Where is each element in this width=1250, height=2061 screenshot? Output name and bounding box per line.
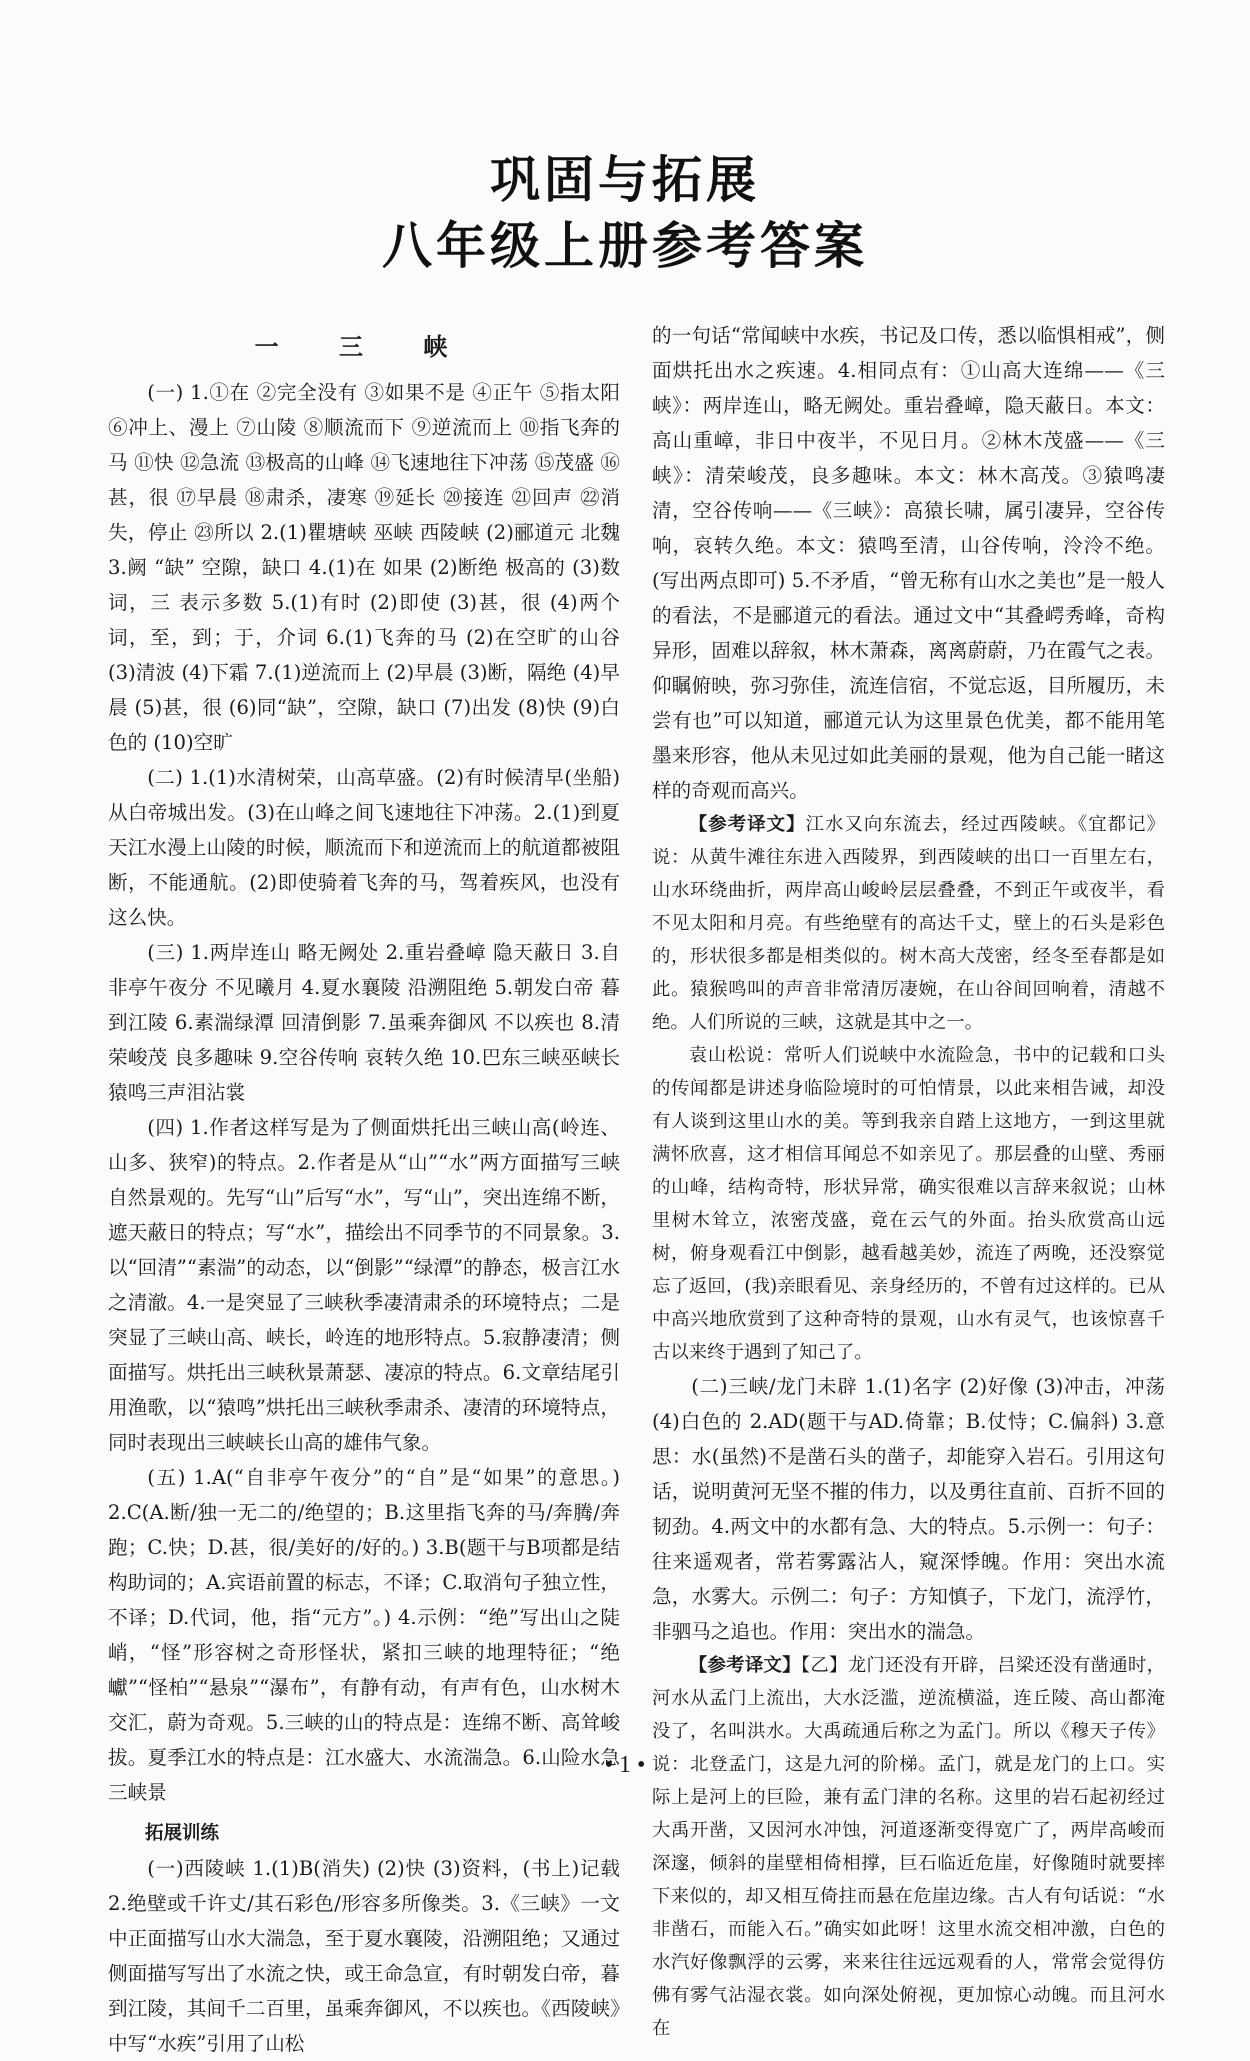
- translation-text: 【乙】龙门还没有开辟，吕梁还没有凿通时，河水从孟门上流出，大水泛滥，逆流横溢，连丘陵、高山都淹没了，名叫洪水。大禹疏通后称之为孟门。所以《穆天子传》说：北登孟门，这是九河的阶梯。孟门，就是龙门的上口。实际上是河上的巨险，兼有孟门津的名称。这里的岩石起初经过大禹开凿，又因河水冲蚀，河道逐渐变得宽广了，两岸高峻而深邃，倾斜的崖壁相倚相撑，巨石临近危崖，好像随时就要摔下来似的，却又相互倚拄而悬在危崖边缘。古人有句话说：“水非凿石，而能入石。”确实如此呀！这里水流交相冲激，白色的水汽好像飘浮的云雾，来来往往远远观看的人，常常会觉得仿佛有雾气沾湿衣裳。如向深处俯视，更加惊心动魄。而且河水在: [652, 1655, 1165, 2039]
- translation-label: 【参考译文】: [688, 1655, 801, 1676]
- book-title: 巩固与拓展: [490, 151, 760, 209]
- right-column: [652, 318, 1165, 2039]
- translation-2: [652, 1649, 1165, 2045]
- extension-part-2: (二)三峡/龙门未辟 1.(1)名字 (2)好像 (3)冲击，冲荡 (4)白色的 2.AD(题干与AD.倚靠；B.仗恃；C.偏斜) 3.意思：水(虽然)不是凿石头的凿子，却能穿入岩石。引用这句话，说明黄河无坚不摧的伟力，以及勇往直前、百折不回的韧劲。4.两文中的水都有急、大的特点。5.示例一：句子：往来遥观者，常若雾露沾人，窥深悸魄。作用：突出水流急，水雾大。示例二：句子：方知慎子，下龙门，流浮竹，非驷马之追也。作用：突出水的湍急。: [652, 1375, 1165, 1643]
- extension-part-1: (一)西陵峡 1.(1)B(消失) (2)快 (3)资料，(书上)记载 2.绝壁或千许丈/其石彩色/形容多所像类。3.《三峡》一文中正面描写山水大湍急，至于夏水襄陵，沿溯阻绝；又通过侧面描写写出了水流之快，或王命急宣，有时朝发白帝，暮到江陵，其间千二百里，虽乘奔御风，不以疾也。《西陵峡》中写“水疾”引用了山松: [108, 1857, 620, 2055]
- answer-part-3: (三) 1.两岸连山 略无阙处 2.重岩叠嶂 隐天蔽日 3.自非亭午夜分 不见曦月 4.夏水襄陵 沿溯阻绝 5.朝发白帝 暮到江陵 6.素湍绿潭 回清倒影 7.虽乘奔御风 不以疾也 8.清荣峻茂 良多趣味 9.空谷传响 哀转久绝 10.巴东三峡巫峡长 猿鸣三声泪沾裳: [108, 941, 620, 1104]
- extension-continued: 的一句话“常闻峡中水疾，书记及口传，悉以临惧相戒”，侧面烘托出水之疾速。4.相同点有：①山高大连绵——《三峡》：两岸连山，略无阙处。重岩叠嶂，隐天蔽日。本文：高山重嶂，非日中夜半，不见日月。②林木茂盛——《三峡》：清荣峻茂，良多趣味。本文：林木高茂。③猿鸣凄清，空谷传响——《三峡》：高猿长啸，属引凄异，空谷传响，哀转久绝。本文：猿鸣至清，山谷传响，泠泠不绝。(写出两点即可) 5.不矛盾，“曾无称有山水之美也”是一般人的看法，不是郦道元的看法。通过文中“其叠崿秀峰，奇构异形，固难以辞叙，林木萧森，离离蔚蔚，乃在霞气之表。仰瞩俯映，弥习弥佳，流连信宿，不觉忘返，目所履历，未尝有也”可以知道，郦道元认为这里景色优美，都不能用笔墨来形容，他从未见过如此美丽的景观，他为自己能一睹这样的奇观而高兴。: [652, 324, 1165, 802]
- page-number: • 1 •: [604, 1752, 646, 1778]
- left-column: [108, 326, 620, 2055]
- translation-label: 【参考译文】: [688, 814, 806, 835]
- translation-1: [652, 808, 1165, 1039]
- section-title: 一 三 峡: [254, 333, 474, 361]
- translation-1b: 袁山松说：常听人们说峡中水流险急，书中的记载和口头的传闻都是讲述身临险境时的可怕情景，以此来相告诫，却没有人谈到这里山水的美。等到我亲自踏上这地方，一到这里就满怀欣喜，这才相信耳闻总不如亲见了。那层叠的山壁、秀丽的山峰，结构奇特，形状异常，确实很难以言辞来叙说；山林里树木耸立，浓密茂盛，竟在云气的外面。抬头欣赏高山远树，俯身观看江中倒影，越看越美妙，流连了两晚，还没察觉忘了返回，(我)亲眼看见、亲身经历的，不曾有过这样的。已从中高兴地欣赏到了这种奇特的景观，山水有灵气，也该惊喜千古以来终于遇到了知己了。: [652, 1045, 1165, 1363]
- page-title: 八年级上册参考答案: [382, 217, 868, 275]
- answer-part-5: (五) 1.A(“自非亭午夜分”的“自”是“如果”的意思。) 2.C(A.断/独一无二的/绝望的；B.这里指飞奔的马/奔腾/奔跑；C.快；D.甚，很/美好的/好的。) 3.B(题干与B项都是结构助词的；A.宾语前置的标志，不译；C.取消句子独立性，不译；D.代词，他，指“元方”。) 4.示例：“绝”写出山之陡峭，“怪”形容树之奇形怪状，紧扣三峡的地理特征；“绝巘”“怪柏”“悬泉”“瀑布”，有静有动，有声有色，山水树木交汇，蔚为奇观。5.三峡的山的特点是：连绵不断、高耸峻拔。夏季江水的特点是：江水盛大、水流湍急。6.山险水急三峡景: [108, 1466, 620, 1804]
- answer-part-1: (一) 1.①在 ②完全没有 ③如果不是 ④正午 ⑤指太阳 ⑥冲上、漫上 ⑦山陵 ⑧顺流而下 ⑨逆流而上 ⑩指飞奔的马 ⑪快 ⑫急流 ⑬极高的山峰 ⑭飞速地往下冲荡 ⑮茂盛 ⑯甚，很 ⑰早晨 ⑱肃杀，凄寒 ⑲延长 ⑳接连 ㉑回声 ㉒消失，停止 ㉓所以 2.(1)瞿塘峡 巫峡 西陵峡 (2)郦道元 北魏 3.阙 “缺” 空隙，缺口 4.(1)在 如果 (2)断绝 极高的 (3)数词，三 表示多数 5.(1)有时 (2)即使 (3)甚，很 (4)两个词，至，到；于，介词 6.(1)飞奔的马 (2)在空旷的山谷 (3)清波 (4)下霜 7.(1)逆流而上 (2)早晨 (3)断，隔绝 (4)早晨 (5)甚，很 (6)同“缺”，空隙，缺口 (7)出发 (8)快 (9)白色的 (10)空旷: [108, 381, 620, 754]
- answer-part-4: (四) 1.作者这样写是为了侧面烘托出三峡山高(岭连、山多、狭窄)的特点。2.作者是从“山”“水”两方面描写三峡自然景观的。先写“山”后写“水”，写“山”，突出连绵不断，遮天蔽日的特点；写“水”，描绘出不同季节的不同景象。3.以“回清”“素湍”的动态，以“倒影”“绿潭”的静态，极言江水之清澈。4.一是突显了三峡秋季凄清肃杀的环境特点；二是突显了三峡山高、峡长，岭连的地形特点。5.寂静凄清；侧面描写。烘托出三峡秋景萧瑟、凄凉的特点。6.文章结尾引用渔歌，以“猿鸣”烘托出三峡秋季肃杀、凄清的环境特点，同时表现出三峡峡长山高的雄伟气象。: [108, 1116, 620, 1454]
- translation-text: 江水又向东流去，经过西陵峡。《宜都记》说：从黄牛滩往东进入西陵界，到西陵峡的出口一百里左右，山水环绕曲折，两岸高山峻岭层层叠叠，不到正午或夜半，看不见太阳和月亮。有些绝壁有的高达千丈，壁上的石头是彩色的，形状很多都是相类似的。树木高大茂密，经冬至春都是如此。猿猴鸣叫的声音非常清厉凄婉，在山谷间回响着，清越不绝。人们所说的三峡，这就是其中之一。: [652, 814, 1165, 1033]
- extension-heading: 拓展训练: [145, 1823, 220, 1844]
- answer-part-2: (二) 1.(1)水清树荣，山高草盛。(2)有时候清早(坐船)从白帝城出发。(3)在山峰之间飞速地往下冲荡。2.(1)到夏天江水漫上山陵的时候，顺流而下和逆流而上的航道都被阻断，不能通航。(2)即使骑着飞奔的马，驾着疾风，也没有这么快。: [108, 766, 620, 929]
